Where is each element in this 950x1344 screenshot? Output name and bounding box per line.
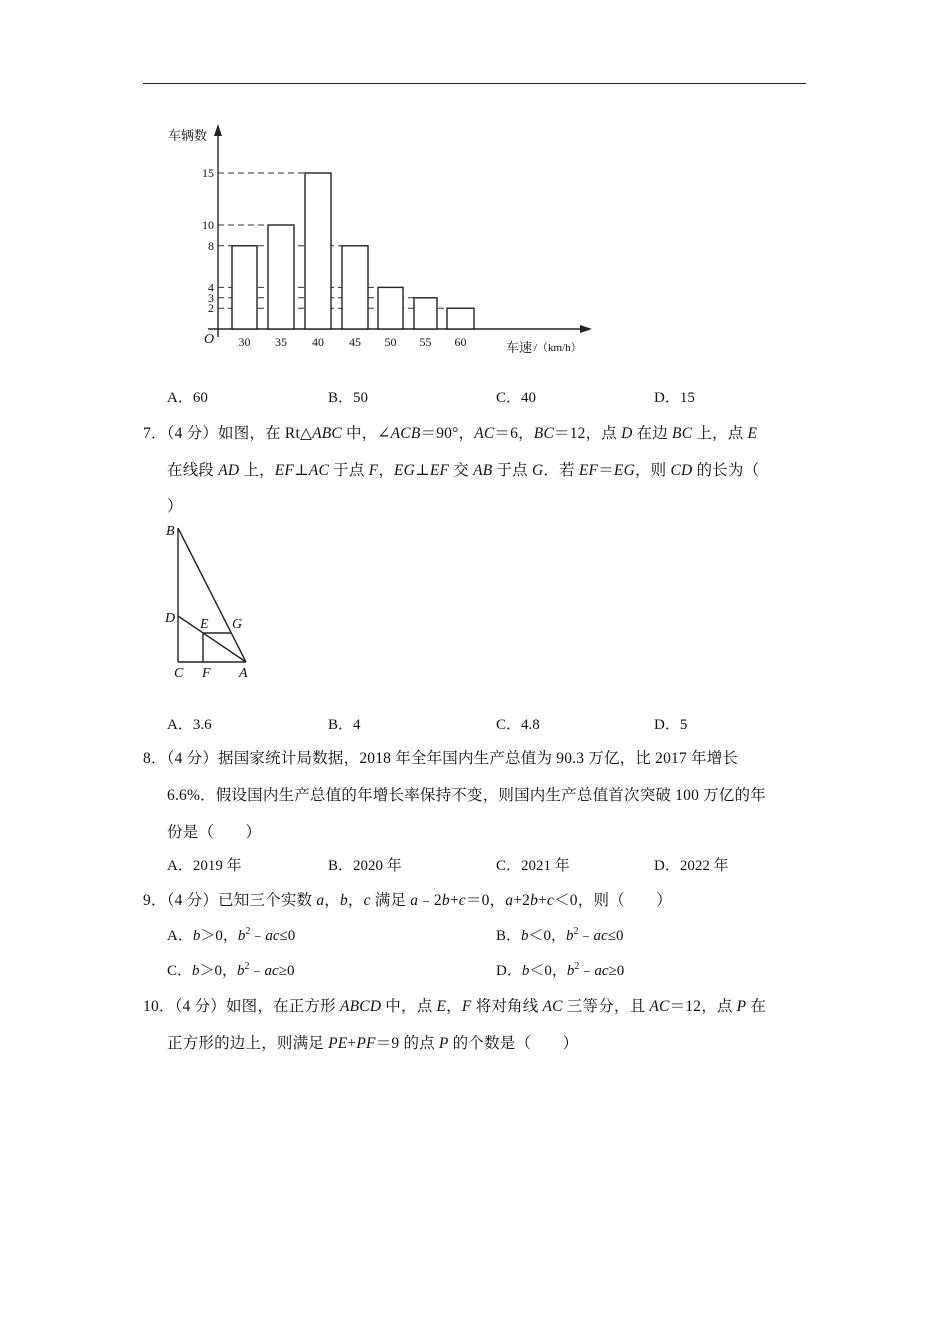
bar-60: [447, 308, 474, 329]
q6-option-b[interactable]: B．50: [328, 390, 369, 406]
label-g: G: [232, 617, 243, 632]
y-tick-label-3: 3: [208, 290, 214, 305]
q9-option-b[interactable]: B．b＜0，$b^2﹣ac\le 0$: [496, 926, 624, 944]
q8-option-a[interactable]: A．2019 年: [167, 858, 242, 874]
x-tick-label-45: 45: [349, 335, 361, 349]
q6-option-a[interactable]: A．60: [167, 390, 208, 406]
q7-triangle-figure: [160, 518, 260, 688]
q8-option-b[interactable]: B．2020 年: [328, 858, 402, 874]
x-tick-label-30: 30: [238, 335, 251, 349]
q7-option-d[interactable]: D．5: [654, 717, 688, 733]
q8-stem-line1: 8．（4 分）据国家统计局数据，2018 年全年国内生产总值为 90.3 万亿，比 2017 年增长: [143, 750, 739, 767]
y-axis-title: 车辆数: [168, 128, 208, 143]
q8-stem-line3: 份是（ ）: [167, 824, 262, 841]
x-tick-label-35: 35: [275, 335, 287, 349]
x-axis-title: 车速: [506, 340, 533, 355]
q7-stem-line3: ）: [167, 498, 183, 515]
x-axis-unit: /（km/h）: [534, 342, 582, 354]
x-axis-arrow: [580, 325, 592, 333]
q7-option-a[interactable]: A．3.6: [167, 717, 212, 733]
x-tick-label-55: 55: [419, 335, 432, 349]
q7-stem-line2: 在线段 AD 上，EF⊥AC 于点 F，EG⊥EF 交 AB 于点 G．若 EF＝EG，则 CD 的长为（: [167, 462, 760, 479]
header-rule: [143, 83, 806, 84]
label-d: D: [165, 611, 176, 626]
q6-option-d[interactable]: D．15: [654, 390, 695, 406]
bar-40: [305, 173, 331, 329]
label-f: F: [202, 666, 211, 681]
q9-option-a[interactable]: A．b＞0，$b^2﹣ac\le 0$: [167, 926, 296, 944]
x-tick-label-50: 50: [384, 335, 397, 349]
y-tick-label-4: 4: [208, 280, 214, 295]
q9-stem: 9．（4 分）已知三个实数 a，b，c 满足 a﹣2b+c＝0，a+2b+c＜0，则（ ）: [143, 892, 672, 909]
label-e: E: [200, 617, 209, 632]
q9-option-c[interactable]: C．b＞0，$b^2﹣ac\ge 0$: [167, 961, 295, 979]
label-c: C: [174, 666, 184, 681]
label-a: A: [239, 666, 248, 681]
y-tick-label-8: 8: [208, 238, 214, 253]
y-tick-label-2: 2: [208, 301, 214, 316]
origin-label: O: [204, 332, 215, 347]
x-tick-label-60: 60: [454, 335, 467, 349]
bar-30: [232, 246, 257, 329]
speed-histogram: [160, 120, 600, 360]
label-b: B: [166, 524, 175, 539]
q6-option-c[interactable]: C．40: [496, 390, 537, 406]
x-tick-label-40: 40: [312, 335, 324, 349]
y-tick-label-10: 10: [202, 218, 214, 232]
bar-55: [414, 298, 437, 329]
q8-option-c[interactable]: C．2021 年: [496, 858, 570, 874]
q9-option-d[interactable]: D．b＜0，$b^2﹣ac\ge 0$: [496, 961, 625, 979]
bar-35: [268, 225, 294, 329]
side-ab: [178, 528, 246, 662]
bar-45: [342, 246, 368, 329]
q8-option-d[interactable]: D．2022 年: [654, 858, 729, 874]
q7-option-c[interactable]: C．4.8: [496, 717, 540, 733]
q10-stem-line2: 正方形的边上，则满足 PE+PF＝9 的点 P 的个数是（ ）: [167, 1035, 579, 1052]
q7-option-b[interactable]: B．4: [328, 717, 361, 733]
bar-50: [378, 287, 403, 329]
y-axis-arrow: [214, 124, 222, 136]
y-tick-label-15: 15: [202, 166, 214, 180]
q10-stem-line1: 10．（4 分）如图，在正方形 ABCD 中，点 E，F 将对角线 AC 三等分，且 AC＝12，点 P 在: [143, 998, 767, 1015]
q8-stem-line2: 6.6%．假设国内生产总值的年增长率保持不变，则国内生产总值首次突破 100 万亿的年: [167, 787, 766, 804]
q7-stem-line1: 7．（4 分）如图，在 Rt△ABC 中，∠ACB＝90°，AC＝6，BC＝12，点 D 在边 BC 上，点 E: [143, 425, 758, 442]
